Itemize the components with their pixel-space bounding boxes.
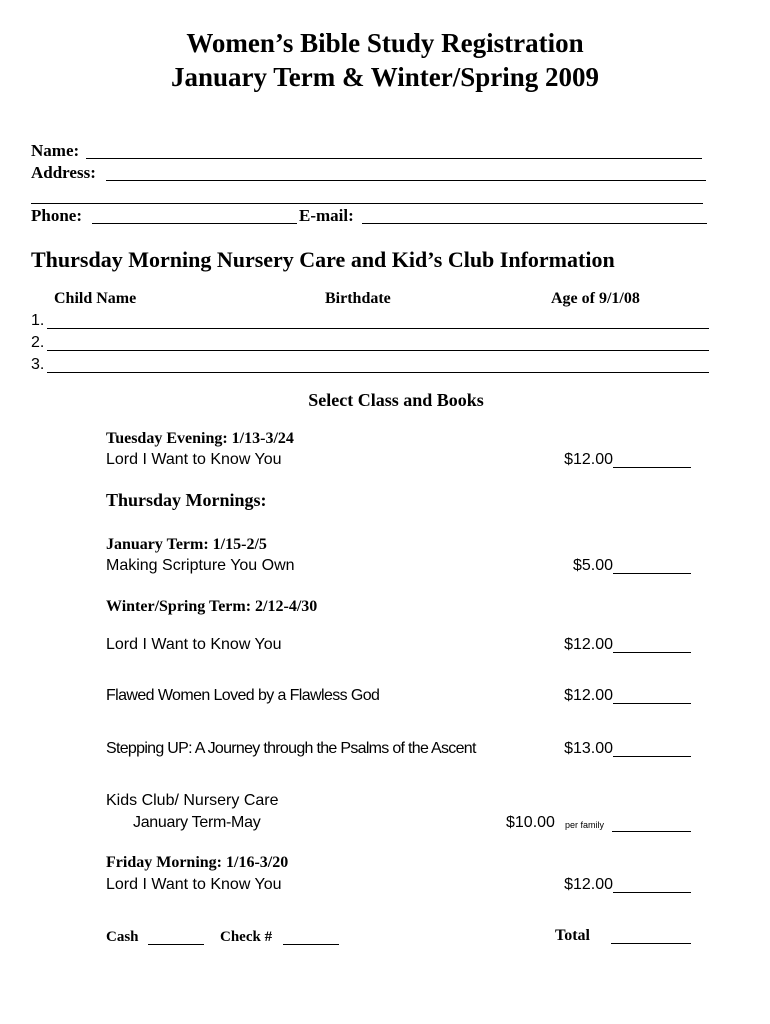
address-label: Address: xyxy=(31,163,96,182)
price-label: $12.00 xyxy=(564,876,613,893)
friday-class-title: Friday Morning: 1/16-3/20 xyxy=(106,854,289,871)
cash-field[interactable] xyxy=(148,944,204,945)
amount-field[interactable] xyxy=(612,831,691,832)
winter-book-title: Stepping UP: A Journey through the Psalms of the Ascent xyxy=(106,740,476,757)
child-row-number: 2. xyxy=(31,334,45,351)
january-book-title: Making Scripture You Own xyxy=(106,557,295,574)
total-label: Total xyxy=(555,927,590,944)
price-label: $10.00 xyxy=(506,814,555,831)
form-title: Women’s Bible Study Registration xyxy=(186,28,584,58)
phone-label: Phone: xyxy=(31,206,82,225)
amount-field[interactable] xyxy=(613,652,691,653)
email-label: E-mail: xyxy=(299,206,354,225)
child-row-number: 3. xyxy=(31,356,45,373)
child-row-field[interactable] xyxy=(47,328,709,329)
thursday-heading: Thursday Mornings: xyxy=(106,490,267,510)
amount-field[interactable] xyxy=(613,467,691,468)
winter-book-title: Flawed Women Loved by a Flawless God xyxy=(106,687,380,704)
name-label: Name: xyxy=(31,141,80,160)
total-field[interactable] xyxy=(611,943,691,944)
friday-book-title: Lord I Want to Know You xyxy=(106,876,282,893)
address-field-line-2[interactable] xyxy=(31,203,703,204)
child-row-field[interactable] xyxy=(47,350,709,351)
child-name-header: Child Name xyxy=(54,290,137,307)
price-label: $12.00 xyxy=(564,687,613,704)
phone-field[interactable] xyxy=(92,223,297,224)
amount-field[interactable] xyxy=(613,573,691,574)
kids-club-term: January Term-May xyxy=(133,814,261,831)
january-term-title: January Term: 1/15-2/5 xyxy=(106,536,267,553)
form-subtitle: January Term & Winter/Spring 2009 xyxy=(170,62,600,92)
child-row-field[interactable] xyxy=(47,372,709,373)
tuesday-class-title: Tuesday Evening: 1/13-3/24 xyxy=(106,430,294,447)
winter-term-title: Winter/Spring Term: 2/12-4/30 xyxy=(106,598,318,615)
amount-field[interactable] xyxy=(613,756,691,757)
birthdate-header: Birthdate xyxy=(325,290,391,307)
name-field[interactable] xyxy=(86,158,702,159)
check-label: Check # xyxy=(220,929,273,945)
child-row-number: 1. xyxy=(31,312,45,329)
kids-club-title: Kids Club/ Nursery Care xyxy=(106,792,279,809)
price-note: per family xyxy=(565,820,605,830)
price-label: $12.00 xyxy=(564,636,613,653)
age-header: Age of 9/1/08 xyxy=(551,290,640,307)
tuesday-book-title: Lord I Want to Know You xyxy=(106,451,282,468)
amount-field[interactable] xyxy=(613,703,691,704)
select-class-heading: Select Class and Books xyxy=(308,390,484,410)
address-field[interactable] xyxy=(106,180,706,181)
price-label: $13.00 xyxy=(564,740,613,757)
price-label: $5.00 xyxy=(572,557,613,574)
cash-label: Cash xyxy=(106,929,139,945)
amount-field[interactable] xyxy=(613,892,691,893)
check-number-field[interactable] xyxy=(283,944,339,945)
email-field[interactable] xyxy=(362,223,707,224)
price-label: $12.00 xyxy=(564,451,613,468)
winter-book-title: Lord I Want to Know You xyxy=(106,636,282,653)
nursery-heading: Thursday Morning Nursery Care and Kid’s Club Information xyxy=(31,247,615,272)
